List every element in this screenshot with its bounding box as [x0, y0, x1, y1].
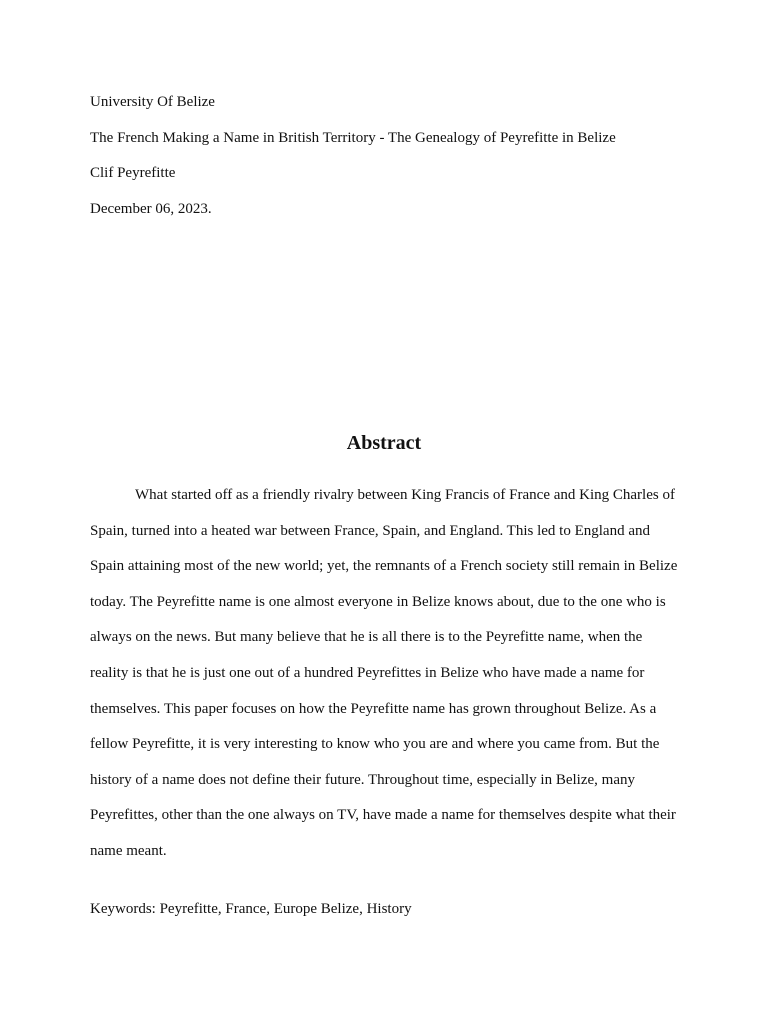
institution-name: University Of Belize [90, 94, 215, 110]
abstract-paragraph: What started off as a friendly rivalry between King Francis of France and King Charles of Spain, turned into a heated war between France, Spain, and England. This led to England and Spain attaining most of the new world; yet, the remnants of a French society still remain in Belize today. The Peyrefitte name is one almost everyone in Belize knows about, due to the one who is always on the news. But many believe that he is all there is to the Peyrefitte name, when the reality is that he is just one out of a hundred Peyrefittes in Belize who have made a name for themselves. This paper focuses on how the Peyrefitte name has grown throughout Belize. As a fellow Peyrefitte, it is very interesting to know who you are and where you came from. But the history of a name does not define their future. Throughout time, especially in Belize, many Peyrefittes, other than the one always on TV, have made a name for themselves despite what their name meant. [90, 487, 678, 859]
author-name: Clif Peyrefitte [90, 165, 176, 181]
abstract-heading: Abstract [346, 432, 422, 454]
paper-title: The French Making a Name in British Territory - The Genealogy of Peyrefitte in Belize [90, 129, 616, 146]
title-page-header [90, 92, 690, 234]
keywords-line: Keywords: Peyrefitte, France, Europe Belize, History [90, 901, 412, 917]
paper-date: December 06, 2023. [90, 200, 212, 217]
